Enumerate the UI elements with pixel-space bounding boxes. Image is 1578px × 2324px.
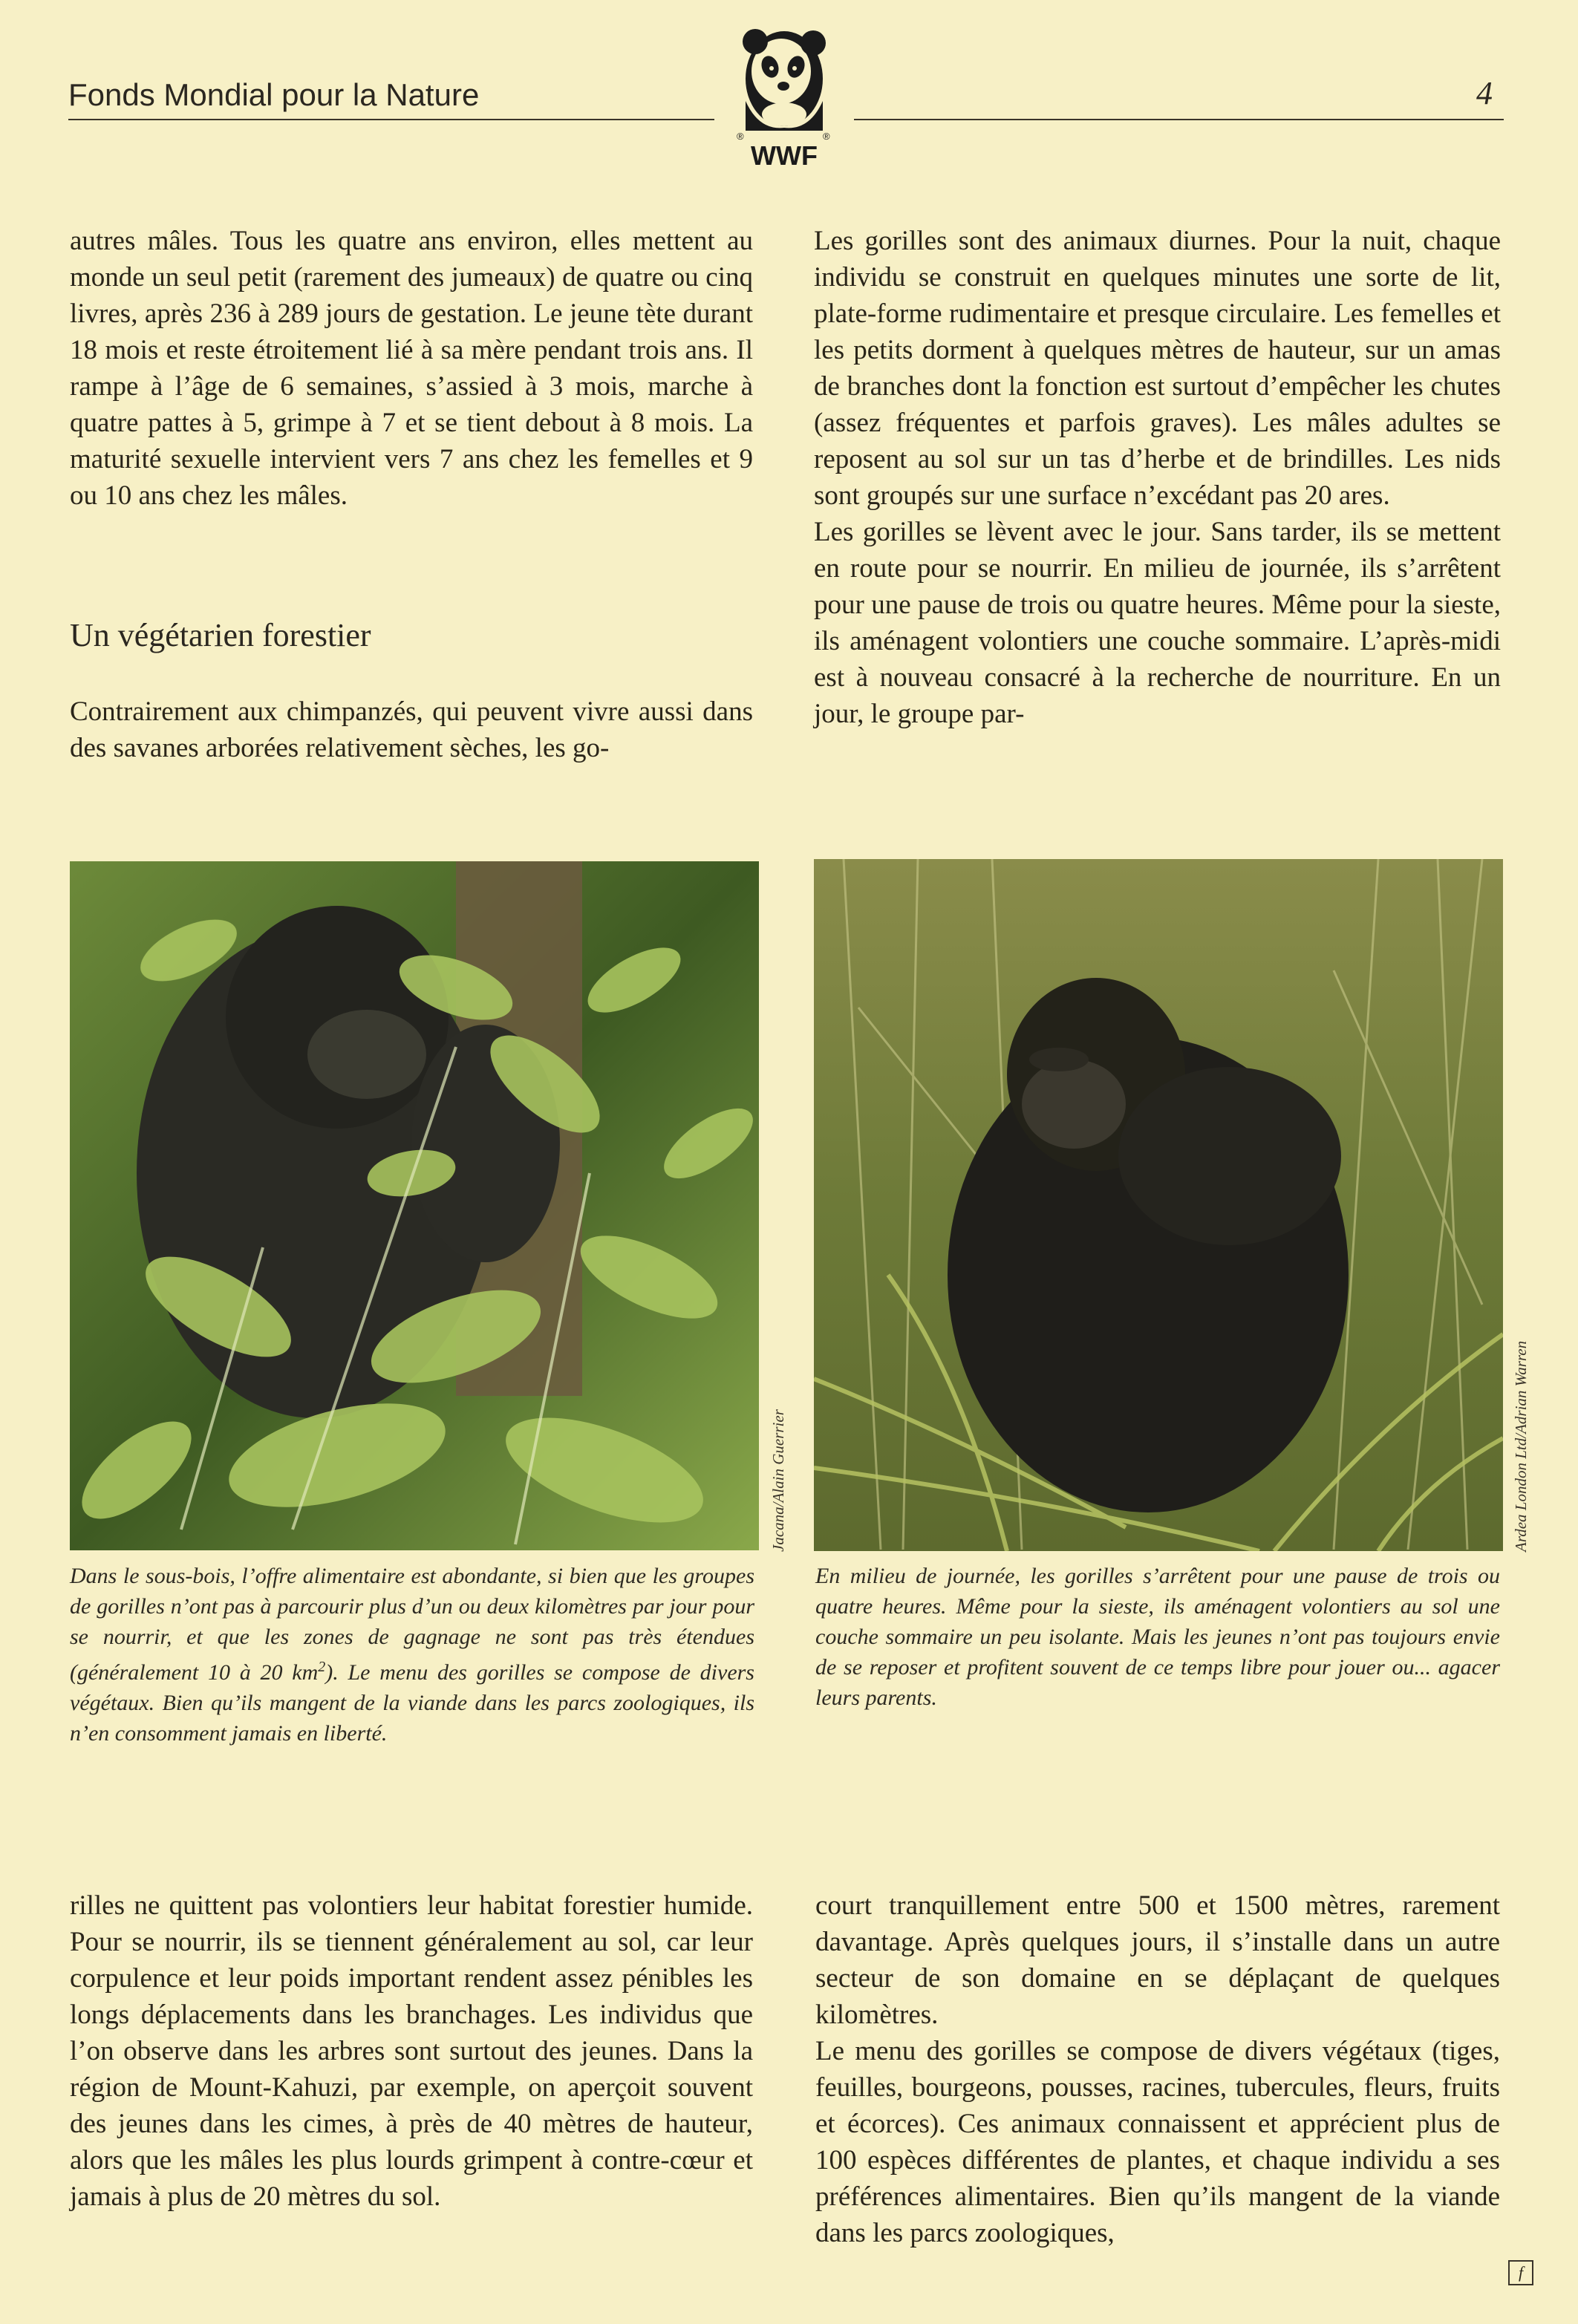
photo-caption-left: [70, 1561, 754, 1749]
bottom-right-column: [815, 1887, 1500, 2251]
caption-left-text: Dans le sous-bois, l’offre alimentaire est abondante, si bien que les groupes de gorilles n’ont pas à parcourir plus d’un ou deux kilomètres par jour pour se nourrir, et que les zones de gagnage ne sont pas très étendues (généralement 10 à 20 km: [70, 1564, 754, 1685]
section-intro-paragraph: Contrairement aux chimpanzés, qui peuvent vivre aussi dans des savanes arborées relativement sèches, les go-: [70, 696, 753, 763]
svg-text:®: ®: [737, 131, 744, 142]
top-right-paragraph-1: Les gorilles sont des animaux diurnes. Pour la nuit, chaque individu se construit en quelques minutes une sorte de lit, plate-forme rudimentaire et presque circulaire. Les femelles et les petits dorment à quelques mètres de hauteur, sur un amas de branches dont la fonction est surtout d’empêcher les chutes (assez fréquentes et parfois graves). Les mâles adultes se reposent au sol sur un tas d’herbe et de brindilles. Les nids sont groupés sur une surface n’excédant pas 20 ares.: [814, 226, 1501, 511]
top-left-column: [70, 223, 753, 514]
svg-text:®: ®: [823, 131, 830, 142]
bottom-right-paragraph-1: court tranquillement entre 500 et 1500 mètres, rarement davantage. Après quelques jours, il s’installe dans un autre secteur de son domaine en se déplaçant de quelques kilomètres.: [815, 1890, 1500, 2030]
bottom-left-paragraph: rilles ne quittent pas volontiers leur habitat forestier humide. Pour se nourrir, ils se tiennent généralement au sol, car leur corpulence et leur poids important rendent assez pénibles les longs déplacements dans les branchages. Les individus que l’on observe dans les arbres sont surtout des jeunes. Dans la région de Mount-Kahuzi, par exemple, on aperçoit souvent des jeunes dans les cimes, à près de 40 mètres de hauteur, alors que les mâles les plus lourds grimpent à contre-cœur et jamais à plus de 20 mètres du sol.: [70, 1890, 753, 2212]
top-right-paragraph-2: Les gorilles se lèvent avec le jour. Sans tarder, ils se mettent en route pour se nourrir. En milieu de journée, ils s’arrêtent pour une pause de trois ou quatre heures. Même pour la sieste, ils aménagent volontiers une couche sommaire. L’après-midi est à nouveau consacré à la recherche de nourriture. En un jour, le groupe par-: [814, 517, 1501, 729]
caption-left-superscript: 2: [318, 1659, 326, 1675]
header-rule-left: [68, 119, 714, 120]
page-corner-mark: f: [1508, 2260, 1533, 2285]
caption-left-text-end: ). Le menu des gorilles se compose de divers végétaux. Bien qu’ils mangent de la viande dans les parcs zoologiques, ils n’en consomment jamais en liberté.: [70, 1660, 754, 1746]
header-rule-right: [854, 119, 1504, 120]
wwf-logo-text: WWF: [751, 140, 818, 171]
photo-caption-right: En milieu de journée, les gorilles s’arrêtent pour une pause de trois ou quatre heures. Même pour la sieste, ils aménagent volontiers au sol une couche sommaire un peu isolante. Mais les jeunes n’ont pas toujours envie de se reposer et profitent souvent de ce temps libre pour jouer ou... agacer leurs parents.: [815, 1564, 1500, 1710]
photo-gorilla-eating-leaves: [70, 861, 759, 1550]
page-number: 4: [1476, 75, 1493, 111]
top-left-paragraph: autres mâles. Tous les quatre ans environ, elles mettent au monde un seul petit (rarement des jumeaux) de quatre ou cinq livres, après 236 à 289 jours de gestation. Le jeune tète durant 18 mois et reste étroitement lié à sa mère pendant trois ans. Il rampe à l’âge de 6 semaines, s’assied à 3 mois, marche à quatre pattes à 5, grimpe à 7 et se tient debout à 8 mois. La maturité sexuelle intervient vers 7 ans chez les femelles et 9 ou 10 ans chez les mâles.: [70, 226, 753, 511]
bottom-right-paragraph-2: Le menu des gorilles se compose de divers végétaux (tiges, feuilles, bourgeons, pousses, racines, tubercules, fleurs, fruits et écorces). Ces animaux connaissent et apprécient plus de 100 espèces différentes de plantes, et chaque individu a ses préférences alimentaires. Bien qu’ils mangent de la viande dans les parcs zoologiques,: [815, 2036, 1500, 2248]
section-heading: Un végétarien forestier: [70, 617, 371, 653]
wwf-panda-logo: [729, 19, 839, 175]
photo-credit-left: Jacana/Alain Guerrier: [769, 1409, 787, 1552]
photo-credit-right: Ardea London Ltd/Adrian Warren: [1512, 1340, 1530, 1552]
photo-gorilla-resting: [814, 859, 1503, 1551]
publication-title: Fonds Mondial pour la Nature: [68, 77, 480, 112]
bottom-left-column: [70, 1887, 753, 2215]
top-right-column: [814, 223, 1501, 732]
section-intro-column: [70, 693, 753, 766]
